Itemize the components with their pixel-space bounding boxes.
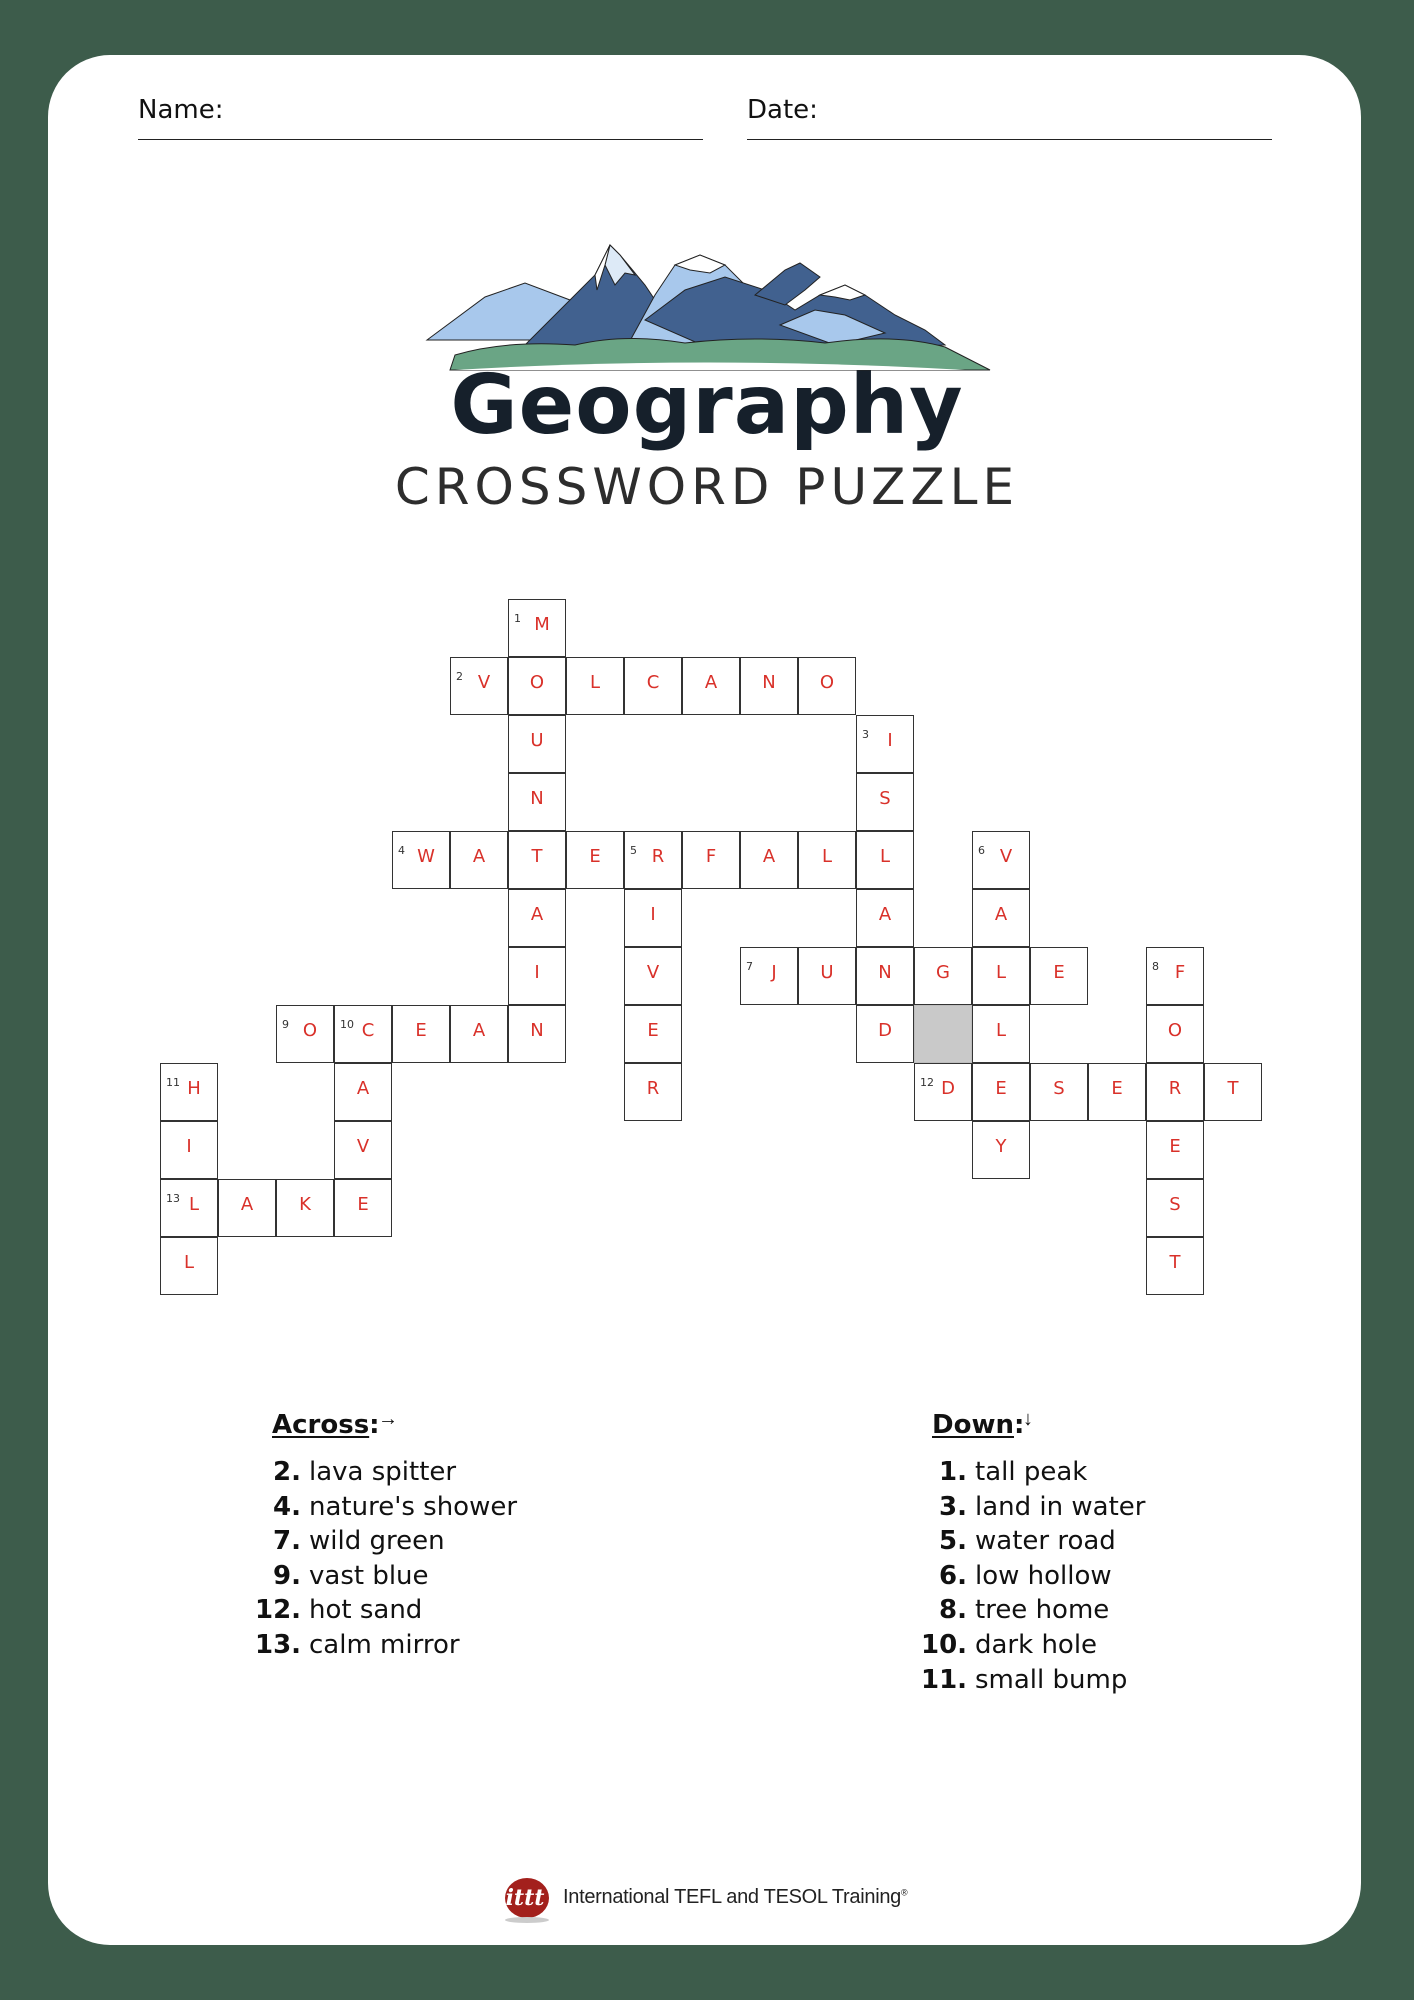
crossword-cell[interactable]: [450, 1005, 508, 1063]
cell-letter: Y: [995, 1136, 1007, 1157]
crossword-cell[interactable]: [624, 657, 682, 715]
clue-number: 7.: [273, 1526, 301, 1557]
crossword-cell[interactable]: [1146, 1121, 1204, 1179]
crossword-cell[interactable]: [508, 831, 566, 889]
cell-letter: H: [187, 1078, 201, 1099]
crossword-cell[interactable]: [856, 831, 914, 889]
crossword-cell[interactable]: [798, 831, 856, 889]
cell-letter: N: [762, 672, 776, 693]
down-arrow-icon: ↓: [1023, 1408, 1033, 1430]
crossword-cell[interactable]: [160, 1063, 218, 1121]
crossword-cell[interactable]: [334, 1005, 392, 1063]
crossword-cell[interactable]: [160, 1179, 218, 1237]
cell-letter: L: [821, 846, 833, 867]
cell-letter: U: [530, 730, 544, 751]
crossword-cell[interactable]: [740, 831, 798, 889]
cell-letter: L: [188, 1194, 200, 1215]
cell-letter: I: [887, 730, 893, 751]
crossword-cell[interactable]: [682, 657, 740, 715]
clue-number: 3: [862, 728, 869, 741]
cell-letter: L: [589, 672, 601, 693]
clue-number: 13: [166, 1192, 180, 1205]
cell-letter: A: [530, 904, 544, 925]
crossword-cell[interactable]: [1146, 1005, 1204, 1063]
clue-number: 6: [978, 844, 985, 857]
cell-letter: I: [650, 904, 656, 925]
clue-text: water road: [975, 1526, 1116, 1557]
crossword-cell[interactable]: [566, 657, 624, 715]
cell-letter: S: [1169, 1194, 1181, 1215]
across-clue: [255, 1593, 517, 1628]
clue-text: wild green: [309, 1526, 445, 1557]
cell-letter: V: [356, 1136, 370, 1157]
crossword-cell[interactable]: [682, 831, 740, 889]
clue-number: 10: [340, 1018, 354, 1031]
crossword-cell[interactable]: [798, 657, 856, 715]
clue-text: dark hole: [975, 1629, 1098, 1660]
crossword-cell[interactable]: [856, 947, 914, 1005]
across-clue: [255, 1559, 517, 1594]
crossword-cell[interactable]: [276, 1179, 334, 1237]
clue-text: calm mirror: [309, 1629, 460, 1660]
cell-letter: A: [240, 1194, 254, 1215]
cell-letter: A: [356, 1078, 370, 1099]
down-clue-list: [921, 1455, 1145, 1697]
crossword-cell[interactable]: [450, 657, 508, 715]
across-clue: [255, 1524, 517, 1559]
clue-number: 9: [282, 1018, 289, 1031]
across-clue-list: [255, 1455, 517, 1663]
cell-letter: V: [477, 672, 491, 693]
down-clue: [921, 1663, 1145, 1698]
cell-letter: E: [1169, 1136, 1181, 1157]
date-label: Date:: [747, 95, 818, 125]
down-clue: [921, 1559, 1145, 1594]
crossword-cell[interactable]: [1204, 1063, 1262, 1121]
cell-letter: R: [651, 846, 665, 867]
clue-number: 8: [1152, 960, 1159, 973]
across-clue: [255, 1455, 517, 1490]
crossword-cell[interactable]: [624, 1063, 682, 1121]
crossword-cell[interactable]: [914, 1063, 972, 1121]
clue-number: 3.: [939, 1491, 967, 1522]
down-clue: [921, 1524, 1145, 1559]
clue-number: 4: [398, 844, 405, 857]
crossword-cell[interactable]: [334, 1063, 392, 1121]
cell-letter: T: [531, 846, 543, 867]
crossword-cell[interactable]: [798, 947, 856, 1005]
cell-letter: T: [1227, 1078, 1239, 1099]
across-clue: [255, 1628, 517, 1663]
cell-letter: A: [704, 672, 718, 693]
clue-number: 12.: [255, 1595, 302, 1626]
clue-number: 4.: [273, 1491, 301, 1522]
cell-letter: N: [530, 1020, 544, 1041]
crossword-cell[interactable]: [1030, 947, 1088, 1005]
down-clue: [921, 1455, 1145, 1490]
crossword-cell[interactable]: [160, 1237, 218, 1295]
cell-letter: N: [530, 788, 544, 809]
page-subtitle: CROSSWORD PUZZLE: [394, 458, 1020, 516]
clue-text: tall peak: [975, 1457, 1088, 1487]
svg-text:ittt: ittt: [505, 1885, 545, 1911]
clue-number: 7: [746, 960, 753, 973]
cell-letter: R: [1168, 1078, 1182, 1099]
clue-number: 9.: [273, 1560, 301, 1591]
clue-number: 5.: [939, 1526, 967, 1557]
crossword-cell[interactable]: [624, 889, 682, 947]
crossword-cell[interactable]: [276, 1005, 334, 1063]
crossword-cell[interactable]: [624, 947, 682, 1005]
crossword-cell[interactable]: [914, 947, 972, 1005]
crossword-cell[interactable]: [218, 1179, 276, 1237]
crossword-cell[interactable]: [508, 947, 566, 1005]
cell-letter: V: [646, 962, 660, 983]
cell-letter: O: [819, 672, 835, 693]
cell-letter: L: [995, 1020, 1007, 1041]
ittt-logo-icon: [493, 1868, 557, 1928]
right-arrow-icon: →: [378, 1408, 398, 1430]
cell-letter: M: [534, 614, 550, 635]
cell-letter: I: [186, 1136, 192, 1157]
clue-number: 6.: [939, 1560, 967, 1591]
crossword-cell[interactable]: [624, 1005, 682, 1063]
crossword-cell[interactable]: [508, 715, 566, 773]
cell-letter: K: [299, 1194, 311, 1215]
page-title: Geography: [450, 358, 964, 453]
cell-letter: O: [302, 1020, 318, 1041]
crossword-cell[interactable]: [972, 1121, 1030, 1179]
crossword-cell[interactable]: [508, 599, 566, 657]
crossword-cell[interactable]: [508, 889, 566, 947]
cell-letter: E: [995, 1078, 1007, 1099]
crossword-blank-cell: [914, 1005, 972, 1063]
cell-letter: A: [878, 904, 892, 925]
crossword-cell[interactable]: [508, 657, 566, 715]
crossword-cell[interactable]: [508, 773, 566, 831]
crossword-cell[interactable]: [450, 831, 508, 889]
clue-number: 2.: [273, 1457, 301, 1487]
crossword-cell[interactable]: [1030, 1063, 1088, 1121]
crossword-cell[interactable]: [856, 1005, 914, 1063]
crossword-cell[interactable]: [972, 1063, 1030, 1121]
crossword-cell[interactable]: [856, 889, 914, 947]
crossword-cell[interactable]: [1146, 1179, 1204, 1237]
clue-text: tree home: [975, 1595, 1110, 1626]
crossword-cell[interactable]: [972, 831, 1030, 889]
clue-text: lava spitter: [309, 1457, 457, 1487]
cell-letter: E: [1111, 1078, 1123, 1099]
crossword-cell[interactable]: [1088, 1063, 1146, 1121]
cell-letter: A: [472, 1020, 486, 1041]
cell-letter: F: [1174, 962, 1186, 983]
cell-letter: O: [529, 672, 545, 693]
cell-letter: A: [472, 846, 486, 867]
cell-letter: D: [941, 1078, 955, 1099]
mountains-icon: [425, 215, 995, 375]
clue-number: 11.: [921, 1664, 968, 1695]
clue-text: vast blue: [309, 1560, 429, 1591]
crossword-cell[interactable]: [972, 889, 1030, 947]
crossword-cell[interactable]: [740, 947, 798, 1005]
cell-letter: I: [534, 962, 540, 983]
down-heading: Down:: [932, 1410, 1025, 1440]
clue-number: 1: [514, 612, 521, 625]
crossword-cell[interactable]: [972, 947, 1030, 1005]
clue-number: 2: [456, 670, 463, 683]
cell-letter: E: [357, 1194, 369, 1215]
crossword-cell[interactable]: [334, 1121, 392, 1179]
cell-letter: E: [589, 846, 601, 867]
crossword-cell[interactable]: [1146, 1237, 1204, 1295]
clue-text: hot sand: [309, 1595, 423, 1626]
cell-letter: R: [646, 1078, 660, 1099]
cell-letter: V: [999, 846, 1013, 867]
crossword-cell[interactable]: [1146, 947, 1204, 1005]
crossword-cell[interactable]: [624, 831, 682, 889]
down-clue: [921, 1593, 1145, 1628]
name-label: Name:: [138, 95, 224, 125]
cell-letter: T: [1169, 1252, 1181, 1273]
crossword-cell[interactable]: [566, 831, 624, 889]
clue-number: 12: [920, 1076, 934, 1089]
cell-letter: S: [1053, 1078, 1065, 1099]
cell-letter: E: [1053, 962, 1065, 983]
down-clue: [921, 1628, 1145, 1663]
cell-letter: L: [183, 1252, 195, 1273]
clue-number: 11: [166, 1076, 180, 1089]
cell-letter: U: [820, 962, 834, 983]
cell-letter: C: [646, 672, 660, 693]
cell-letter: A: [994, 904, 1008, 925]
clue-text: small bump: [975, 1664, 1128, 1695]
cell-letter: L: [879, 846, 891, 867]
crossword-cell[interactable]: [334, 1179, 392, 1237]
cell-letter: W: [417, 846, 435, 867]
clue-number: 8.: [939, 1595, 967, 1626]
down-clue: [921, 1490, 1145, 1525]
footer: [493, 1868, 908, 1928]
cell-letter: N: [878, 962, 892, 983]
crossword-cell[interactable]: [508, 1005, 566, 1063]
clue-number: 10.: [921, 1629, 968, 1660]
clue-text: land in water: [975, 1491, 1146, 1522]
cell-letter: D: [878, 1020, 892, 1041]
crossword-cell[interactable]: [1146, 1063, 1204, 1121]
crossword-cell[interactable]: [392, 831, 450, 889]
cell-letter: L: [995, 962, 1007, 983]
across-heading: Across:: [272, 1410, 380, 1440]
name-field-line[interactable]: [138, 139, 703, 140]
cell-letter: O: [1167, 1020, 1183, 1041]
cell-letter: S: [879, 788, 891, 809]
cell-letter: J: [771, 962, 777, 983]
crossword-cell[interactable]: [856, 773, 914, 831]
clue-text: nature's shower: [309, 1491, 518, 1522]
cell-letter: A: [762, 846, 776, 867]
clue-text: low hollow: [975, 1560, 1112, 1591]
cell-letter: F: [705, 846, 717, 867]
cell-letter: E: [647, 1020, 659, 1041]
crossword-cell[interactable]: [392, 1005, 450, 1063]
crossword-cell[interactable]: [972, 1005, 1030, 1063]
clue-number: 1.: [939, 1457, 967, 1487]
footer-text: International TEFL and TESOL Training®: [563, 1886, 908, 1908]
cell-letter: G: [936, 962, 950, 983]
cell-letter: C: [361, 1020, 375, 1041]
clue-number: 5: [630, 844, 637, 857]
crossword-cell[interactable]: [160, 1121, 218, 1179]
crossword-cell[interactable]: [856, 715, 914, 773]
across-clue: [255, 1490, 517, 1525]
crossword-cell[interactable]: [740, 657, 798, 715]
cell-letter: E: [415, 1020, 427, 1041]
date-field-line[interactable]: [747, 139, 1272, 140]
clue-number: 13.: [255, 1629, 302, 1660]
